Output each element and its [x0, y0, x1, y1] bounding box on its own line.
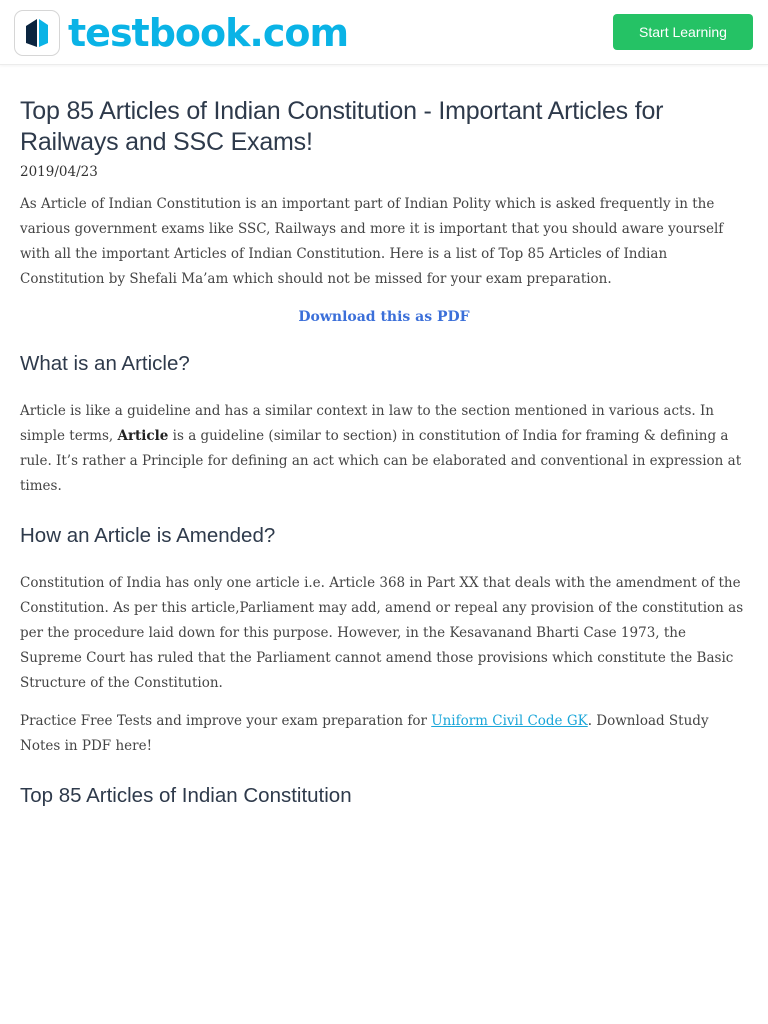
practice-paragraph	[20, 709, 748, 759]
amendment-paragraph: Constitution of India has only one article i.e. Article 368 in Part XX that deals with the amendment of the Constitution. As per this article,Parliament may add, amend or repeal any provision of the constitution as per the procedure laid down for this purpose. However, in the Kesavanand Bharti Case 1973, the Supreme Court has ruled that the Parliament cannot amend those provisions which constitute the Basic Structure of the Constitution.	[20, 575, 744, 691]
article-body	[20, 96, 748, 809]
site-logo-text: testbook.com	[68, 11, 349, 55]
top-navigation-bar	[0, 0, 768, 65]
publish-date: 2019/04/23	[20, 164, 98, 180]
definition-text-start: Article is like a guideline and has a similar context in law to the section mentioned in various acts. In simple terms,	[20, 403, 714, 444]
practice-text-start: Practice Free Tests and improve your exam preparation for	[20, 713, 432, 729]
practice-text-end: . Download Study Notes in PDF here!	[20, 713, 709, 754]
intro-paragraph: As Article of Indian Constitution is an important part of Indian Polity which is asked frequently in the various government exams like SSC, Railways and more it is important that you should aware yourself with all the important Articles of Indian Constitution. Here is a list of Top 85 Articles of Indian Constitution by Shefali Ma’am which should not be missed for your exam preparation.	[20, 196, 724, 287]
testbook-logo-icon	[14, 10, 60, 56]
start-learning-button[interactable]: Start Learning	[613, 14, 753, 50]
article-definition-paragraph	[20, 399, 748, 499]
heading-how-amended: How an Article is Amended?	[20, 524, 276, 547]
definition-bold-term: Article	[117, 428, 169, 444]
download-pdf-link[interactable]: Download this as PDF	[298, 309, 470, 325]
site-logo-link[interactable]	[14, 10, 348, 56]
pdf-download-wrap	[20, 306, 748, 325]
definition-text-end: is a guideline (similar to section) in constitution of India for framing & defining a rule. It’s rather a Principle for defining an act which can be elaborated and conventional in expression at times.	[20, 428, 742, 494]
heading-what-is-article: What is an Article?	[20, 352, 190, 375]
heading-top-85-articles: Top 85 Articles of Indian Constitution	[20, 784, 352, 807]
uniform-civil-code-link[interactable]: Uniform Civil Code GK	[431, 713, 588, 729]
article-title: Top 85 Articles of Indian Constitution - Important Articles for Railways and SSC Exams!	[20, 97, 664, 156]
